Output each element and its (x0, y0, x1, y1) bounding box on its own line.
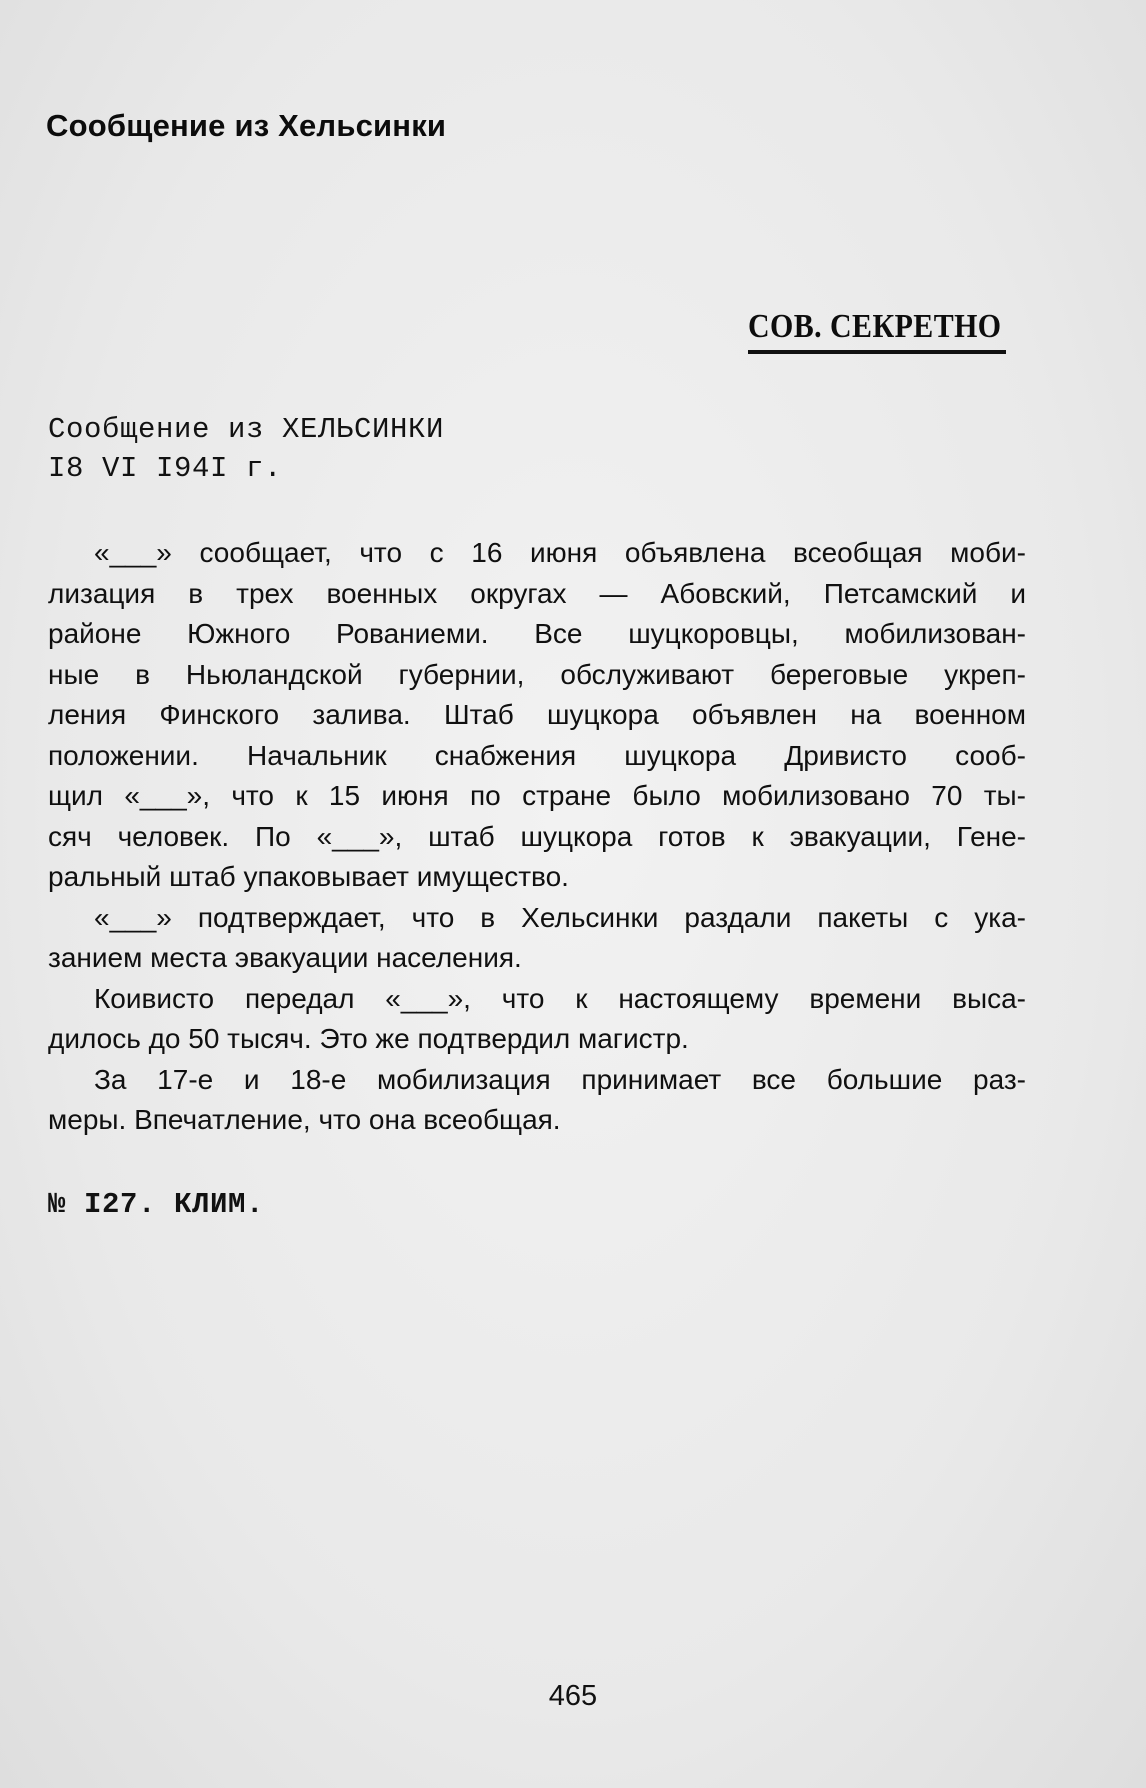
secrecy-stamp: СОВ. СЕКРЕТНО (748, 308, 1002, 345)
stamp-underline (748, 350, 1006, 354)
signature: № I27. КЛИМ. (48, 1188, 265, 1221)
body-line: щил «___», что к 15 июня по стране было мобилизовано 70 ты- (48, 780, 1026, 811)
body-line: сяч человек. По «___», штаб шуцкора готов к эвакуации, Гене- (48, 820, 1026, 852)
body-line: Коивисто передал «___», что к настоящему времени выса- (94, 982, 1026, 1014)
body-line: положении. Начальник снабжения шуцкора Дривисто сооб- (48, 739, 1026, 771)
body-line: «___» сообщает, что с 16 июня объявлена всеобщая моби- (94, 537, 1026, 568)
body-line: лизация в трех военных округах — Абовский, Петсамский и (48, 577, 1026, 609)
paragraph-4 (48, 1060, 1026, 1141)
page-number: 465 (548, 1680, 598, 1712)
message-body (48, 533, 1026, 1141)
paragraph-1 (48, 533, 1026, 898)
body-line: ления Финского залива. Штаб шуцкора объявлен на военном (48, 699, 1026, 730)
page-title: Сообщение из Хельсинки (46, 108, 447, 143)
typed-header-date: I8 VI I94I г. (48, 452, 283, 485)
body-line: За 17-е и 18-е мобилизация принимает все большие раз- (94, 1063, 1026, 1095)
paragraph-3 (48, 979, 1026, 1060)
body-line: дилось до 50 тысяч. Это же подтвердил магистр. (48, 1023, 689, 1054)
body-line: ральный штаб упаковывает имущество. (48, 861, 569, 892)
body-line: районе Южного Рованиеми. Все шуцкоровцы, мобилизован- (48, 618, 1026, 649)
paragraph-2 (48, 898, 1026, 979)
body-line: занием места эвакуации населения. (48, 942, 522, 973)
body-line: меры. Впечатление, что она всеобщая. (48, 1104, 561, 1135)
typed-header-line-1: Сообщение из ХЕЛЬСИНКИ (48, 413, 445, 446)
body-line: ные в Ньюландской губернии, обслуживают береговые укреп- (48, 658, 1026, 690)
body-line: «___» подтверждает, что в Хельсинки раздали пакеты с ука- (94, 901, 1026, 933)
